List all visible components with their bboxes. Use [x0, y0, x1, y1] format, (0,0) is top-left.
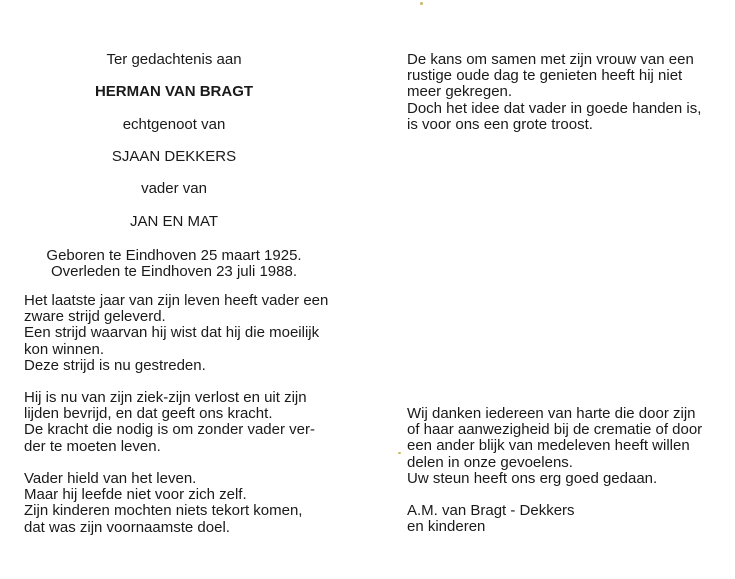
- right-paragraph-2: [407, 406, 702, 487]
- text-line: Doch het idee dat vader in goede handen is,: [407, 99, 702, 117]
- signature-block: [407, 503, 575, 535]
- text-line: zware strijd geleverd.: [24, 308, 166, 326]
- memorial-title: Ter gedachtenis aan: [106, 51, 242, 68]
- text-line: rustige oude dag te genieten heeft hij niet: [407, 67, 683, 85]
- text-line: meer gekregen.: [407, 83, 513, 101]
- spouse-label: echtgenoot van: [122, 116, 226, 133]
- text-line: lijden bevrijd, en dat geeft ons kracht.: [24, 405, 273, 423]
- text-line: dat was zijn voornaamste doel.: [24, 518, 230, 536]
- text-line: Zijn kinderen mochten niets tekort komen,: [24, 502, 303, 520]
- left-paragraph-1: [24, 292, 329, 374]
- text-line: De kracht die nodig is om zonder vader ver-: [24, 421, 315, 439]
- text-line: of haar aanwezigheid bij de crematie of door: [407, 421, 703, 439]
- death-line: Overleden te Eindhoven 23 juli 1988.: [50, 263, 297, 281]
- text-line: is voor ons een grote troost.: [407, 115, 593, 133]
- paper-speck: [398, 452, 401, 454]
- text-line: Maar hij leefde niet voor zich zelf.: [24, 486, 247, 504]
- text-line: De kans om samen met zijn vrouw van een: [407, 51, 694, 68]
- text-line: delen in onze gevoelens.: [407, 453, 573, 471]
- text-line: Vader hield van het leven.: [24, 470, 197, 487]
- text-line: Wij danken iedereen van harte die door zijn: [407, 405, 696, 422]
- text-line: der te moeten leven.: [24, 437, 161, 455]
- text-line: Een strijd waarvan hij wist dat hij die moeilijk: [24, 324, 320, 342]
- father-label: vader van: [141, 180, 207, 197]
- spouse-name: SJAAN DEKKERS: [111, 148, 237, 165]
- text-line: Hij is nu van zijn ziek-zijn verlost en uit zijn: [24, 389, 307, 406]
- left-paragraph-3: [24, 471, 324, 536]
- text-line: Uw steun heeft ons erg goed gedaan.: [407, 469, 658, 487]
- text-line: kon winnen.: [24, 340, 105, 358]
- signature-name: A.M. van Bragt - Dekkers: [407, 502, 575, 519]
- deceased-name: HERMAN VAN BRAGT: [94, 83, 254, 100]
- birth-line: Geboren te Eindhoven 25 maart 1925.: [46, 247, 302, 264]
- right-paragraph-1: [407, 52, 701, 133]
- text-line: een ander blijk van medeleven heeft willen: [407, 437, 690, 455]
- paper-speck: [420, 2, 423, 5]
- life-dates: [24, 248, 324, 280]
- left-paragraph-2: [24, 390, 324, 455]
- signature-family: en kinderen: [407, 518, 486, 536]
- children-names: JAN EN MAT: [129, 213, 219, 230]
- text-line: Deze strijd is nu gestreden.: [24, 356, 206, 374]
- text-line: Het laatste jaar van zijn leven heeft vader een: [24, 292, 329, 309]
